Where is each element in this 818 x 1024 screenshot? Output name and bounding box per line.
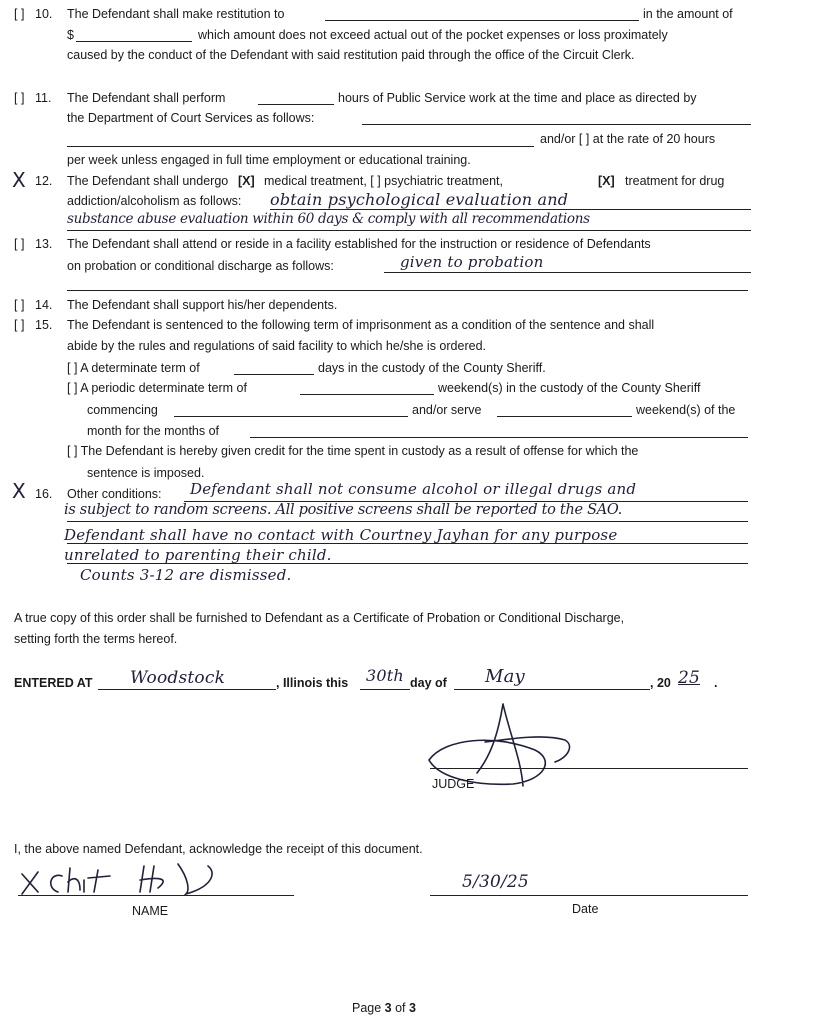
page-word: Page <box>352 1001 385 1015</box>
restitution-payee-blank <box>325 20 639 21</box>
item11-text-b: hours of Public Service work at the time and place as directed by <box>338 91 697 105</box>
item15-checkbox: [ ] <box>14 318 25 332</box>
item15-sub5-a: [ ] The Defendant is hereby given credit for the time spent in custody as a result of offense for which the <box>67 444 639 458</box>
item15-sub3-c: weekend(s) of the <box>636 403 736 417</box>
conditions-blank-3 <box>67 543 748 544</box>
item10-text-a: The Defendant shall make restitution to <box>67 7 285 21</box>
judge-label: JUDGE <box>432 777 475 791</box>
item15-sub2-a: [ ] A periodic determinate term of <box>67 381 247 395</box>
year-period: . <box>714 676 718 690</box>
page-current: 3 <box>384 1001 392 1015</box>
illinois-this-label: , Illinois this <box>276 676 349 690</box>
item11-text-e: per week unless engaged in full time employment or educational training. <box>67 153 471 167</box>
judge-signature <box>415 698 655 788</box>
year-prefix-label: , 20 <box>650 676 671 690</box>
commencing-blank <box>174 416 408 417</box>
item15-text-b: abide by the rules and regulations of said facility to which he/she is ordered. <box>67 339 486 353</box>
item12-text-a: The Defendant shall undergo <box>67 174 229 188</box>
entered-month-blank <box>454 689 650 690</box>
page-number <box>352 1001 416 1016</box>
item16-check-mark: X <box>12 479 26 503</box>
entered-place-handwritten: Woodstock <box>130 668 226 688</box>
item12-check-mark: X <box>12 168 26 192</box>
drug-treatment-checkbox: [X] <box>598 174 615 188</box>
item15-sub3-a: commencing <box>87 403 158 417</box>
item10-checkbox: [ ] <box>14 7 25 21</box>
acknowledge-text: I, the above named Defendant, acknowledge the receipt of this document. <box>14 842 423 856</box>
item15-sub4-a: month for the months of <box>87 424 220 438</box>
medical-treatment-checkbox: [X] <box>238 174 255 188</box>
conditions-handwritten-4: unrelated to parenting their child. <box>64 546 332 564</box>
item12-text-d: addiction/alcoholism as follows: <box>67 194 242 208</box>
item14-checkbox: [ ] <box>14 298 25 312</box>
date-label: Date <box>572 902 599 916</box>
entered-place-blank <box>98 689 276 690</box>
item15-sub2-b: weekend(s) in the custody of the County Sheriff <box>438 381 701 395</box>
true-copy-line-2: setting forth the terms hereof. <box>14 632 178 646</box>
judge-signature-line <box>430 768 748 769</box>
item10-text-b: in the amount of <box>643 7 733 21</box>
item12-text-b: medical treatment, [ ] psychiatric treatment, <box>264 174 503 188</box>
entered-month-handwritten: May <box>485 666 525 687</box>
item15-text-a: The Defendant is sentenced to the following term of imprisonment as a condition of the sentence and shall <box>67 318 655 332</box>
facility-blank-1 <box>384 272 751 273</box>
item16-text-a: Other conditions: <box>67 487 162 501</box>
item15-sub5-b: sentence is imposed. <box>87 466 205 480</box>
facility-handwritten: given to probation <box>400 253 544 271</box>
item12-text-c: treatment for drug <box>625 174 725 188</box>
item12-number: 12. <box>35 174 53 188</box>
service-details-blank-2 <box>67 146 534 147</box>
item11-checkbox: [ ] <box>14 91 25 105</box>
entered-at-label: ENTERED AT <box>14 676 93 690</box>
facility-blank-2 <box>67 290 748 291</box>
treatment-blank-2 <box>67 230 751 231</box>
service-hours-blank <box>258 104 334 105</box>
item10-text-e: caused by the conduct of the Defendant with said restitution paid through the office of the Circuit Clerk. <box>67 48 635 62</box>
periodic-weekends-blank <box>300 394 434 395</box>
conditions-handwritten-5: Counts 3-12 are dismissed. <box>80 566 292 584</box>
months-blank <box>250 437 748 438</box>
treatment-handwritten-line-2: substance abuse evaluation within 60 days & comply with all recommendations <box>67 211 590 227</box>
conditions-handwritten-3: Defendant shall have no contact with Courtney Jayhan for any purpose <box>64 526 618 544</box>
item13-checkbox: [ ] <box>14 237 25 251</box>
defendant-name-line <box>18 895 294 896</box>
conditions-handwritten-2: is subject to random screens. All positive screens shall be reported to the SAO. <box>64 502 622 518</box>
item10-text-d: which amount does not exceed actual out of the pocket expenses or loss proximately <box>198 28 668 42</box>
item14-text-a: The Defendant shall support his/her dependents. <box>67 298 338 312</box>
item10-dollar: $ <box>67 28 74 42</box>
item14-number: 14. <box>35 298 53 312</box>
item10-number: 10. <box>35 7 53 21</box>
entered-day-handwritten: 30th <box>366 666 404 685</box>
serve-weekends-blank <box>497 416 632 417</box>
treatment-blank-1 <box>270 209 751 210</box>
item13-number: 13. <box>35 237 53 251</box>
page-total: 3 <box>409 1001 416 1015</box>
item16-number: 16. <box>35 487 53 501</box>
item15-sub3-b: and/or serve <box>412 403 482 417</box>
item11-text-a: The Defendant shall perform <box>67 91 226 105</box>
entered-year-handwritten: 25 <box>678 668 701 688</box>
conditions-blank-4 <box>67 563 748 564</box>
item11-text-d: and/or [ ] at the rate of 20 hours <box>540 132 716 146</box>
determinate-days-blank <box>234 374 314 375</box>
acknowledge-date-handwritten: 5/30/25 <box>462 872 529 892</box>
acknowledge-date-line <box>430 895 748 896</box>
treatment-handwritten-line-1: obtain psychological evaluation and <box>270 190 569 209</box>
conditions-handwritten-1: Defendant shall not consume alcohol or illegal drugs and <box>190 480 637 498</box>
name-label: NAME <box>132 904 169 918</box>
page-of-word: of <box>391 1001 409 1015</box>
item11-number: 11. <box>35 91 52 105</box>
restitution-amount-blank <box>76 41 192 42</box>
day-of-label: day of <box>410 676 447 690</box>
item13-text-b: on probation or conditional discharge as follows: <box>67 259 334 273</box>
conditions-blank-2 <box>67 521 748 522</box>
item11-text-c: the Department of Court Services as follows: <box>67 111 315 125</box>
entered-day-blank <box>360 689 410 690</box>
item13-text-a: The Defendant shall attend or reside in a facility established for the instruction or residence of Defendants <box>67 237 651 251</box>
service-details-blank-1 <box>362 124 751 125</box>
item15-sub1-b: days in the custody of the County Sheriff. <box>318 361 546 375</box>
item15-sub1-a: [ ] A determinate term of <box>67 361 200 375</box>
true-copy-line-1: A true copy of this order shall be furnished to Defendant as a Certificate of Probation or Conditional Discharge, <box>14 611 625 625</box>
item15-number: 15. <box>35 318 53 332</box>
